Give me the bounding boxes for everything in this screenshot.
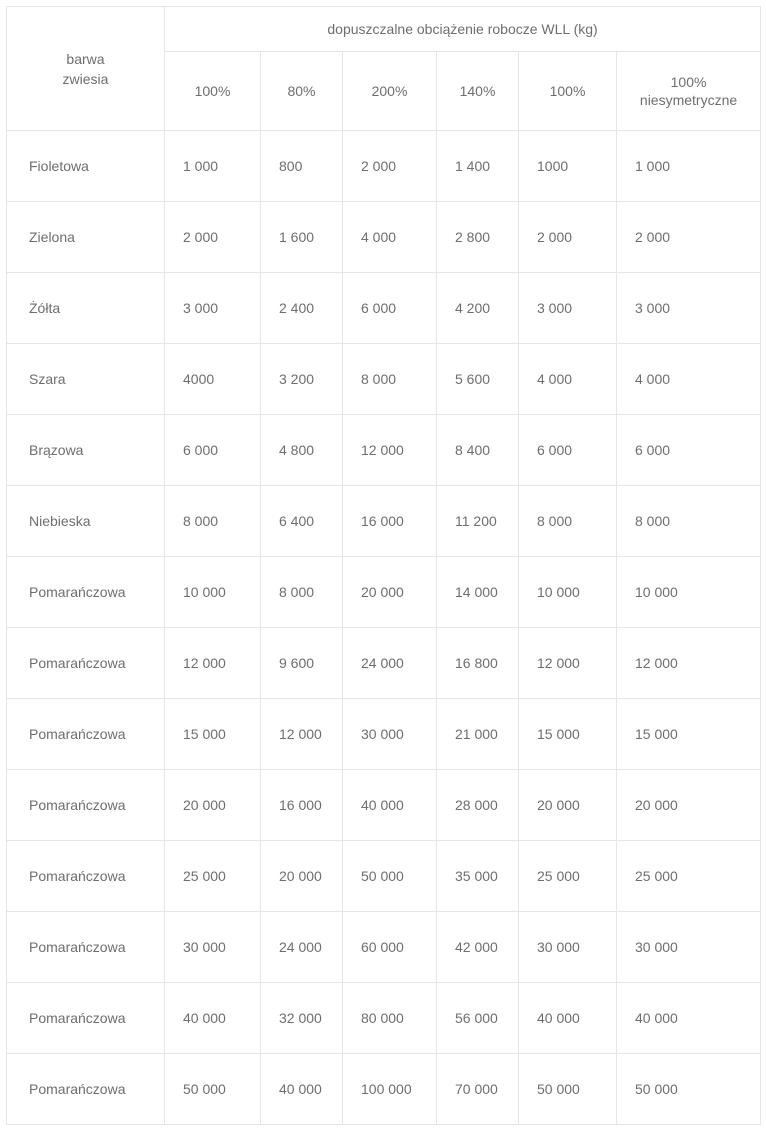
cell-value: 2 000 <box>617 202 761 273</box>
cell-value: 16 000 <box>343 486 437 557</box>
cell-value: 30 000 <box>617 912 761 983</box>
cell-value: 50 000 <box>617 1054 761 1125</box>
cell-value: 6 400 <box>261 486 343 557</box>
cell-value: 10 000 <box>165 557 261 628</box>
table-row <box>7 486 761 557</box>
cell-colour: Zielona <box>7 202 165 273</box>
percent-label-3: 200% <box>371 83 408 99</box>
cell-value: 15 000 <box>617 699 761 770</box>
cell-value: 3 200 <box>261 344 343 415</box>
cell-value: 12 000 <box>343 415 437 486</box>
cell-value: 56 000 <box>437 983 519 1054</box>
table-row <box>7 557 761 628</box>
table-row <box>7 131 761 202</box>
table-row <box>7 912 761 983</box>
cell-value: 6 000 <box>519 415 617 486</box>
cell-value: 80 000 <box>343 983 437 1054</box>
cell-value: 11 200 <box>437 486 519 557</box>
column-header-colour <box>7 7 165 131</box>
cell-value: 20 000 <box>519 770 617 841</box>
cell-colour: Żółta <box>7 273 165 344</box>
cell-value: 800 <box>261 131 343 202</box>
cell-value: 1 000 <box>165 131 261 202</box>
cell-value: 8 000 <box>343 344 437 415</box>
cell-value: 24 000 <box>261 912 343 983</box>
table-row <box>7 344 761 415</box>
cell-value: 3 000 <box>617 273 761 344</box>
percent-label-6-sub: niesymetryczne <box>639 92 738 108</box>
table-row <box>7 770 761 841</box>
cell-value: 1 400 <box>437 131 519 202</box>
cell-value: 9 600 <box>261 628 343 699</box>
cell-value: 4000 <box>165 344 261 415</box>
cell-value: 20 000 <box>165 770 261 841</box>
cell-value: 6 000 <box>165 415 261 486</box>
table-row <box>7 841 761 912</box>
cell-value: 40 000 <box>261 1054 343 1125</box>
cell-value: 30 000 <box>165 912 261 983</box>
cell-value: 12 000 <box>165 628 261 699</box>
cell-value: 3 000 <box>165 273 261 344</box>
cell-value: 3 000 <box>519 273 617 344</box>
cell-value: 32 000 <box>261 983 343 1054</box>
cell-value: 50 000 <box>519 1054 617 1125</box>
cell-value: 2 800 <box>437 202 519 273</box>
cell-value: 8 400 <box>437 415 519 486</box>
cell-value: 25 000 <box>165 841 261 912</box>
cell-value: 50 000 <box>343 841 437 912</box>
cell-value: 1 600 <box>261 202 343 273</box>
cell-value: 40 000 <box>519 983 617 1054</box>
table-row <box>7 273 761 344</box>
cell-value: 8 000 <box>261 557 343 628</box>
cell-value: 6 000 <box>617 415 761 486</box>
percent-label-4: 140% <box>459 83 496 99</box>
column-header-percent-5 <box>519 52 617 131</box>
cell-value: 16 000 <box>261 770 343 841</box>
cell-value: 20 000 <box>617 770 761 841</box>
cell-colour: Pomarańczowa <box>7 557 165 628</box>
cell-value: 1 000 <box>617 131 761 202</box>
column-header-percent-1 <box>165 52 261 131</box>
percent-label-5: 100% <box>549 83 586 99</box>
column-header-percent-2 <box>261 52 343 131</box>
cell-value: 10 000 <box>519 557 617 628</box>
column-header-wll-group: dopuszczalne obciążenie robocze WLL (kg) <box>165 7 761 52</box>
cell-value: 15 000 <box>519 699 617 770</box>
cell-value: 21 000 <box>437 699 519 770</box>
column-header-percent-4 <box>437 52 519 131</box>
cell-value: 2 400 <box>261 273 343 344</box>
cell-value: 2 000 <box>343 131 437 202</box>
wll-table <box>6 6 761 1125</box>
cell-value: 4 000 <box>617 344 761 415</box>
cell-value: 28 000 <box>437 770 519 841</box>
cell-colour: Pomarańczowa <box>7 1054 165 1125</box>
cell-value: 42 000 <box>437 912 519 983</box>
cell-value: 24 000 <box>343 628 437 699</box>
cell-value: 30 000 <box>343 699 437 770</box>
cell-value: 25 000 <box>617 841 761 912</box>
table-row <box>7 202 761 273</box>
cell-value: 40 000 <box>617 983 761 1054</box>
table-row <box>7 628 761 699</box>
table-header <box>7 7 761 131</box>
table-header-row-group <box>7 7 761 52</box>
table-body <box>7 131 761 1125</box>
cell-value: 12 000 <box>261 699 343 770</box>
cell-value: 2 000 <box>519 202 617 273</box>
cell-value: 12 000 <box>617 628 761 699</box>
cell-value: 4 000 <box>519 344 617 415</box>
cell-value: 100 000 <box>343 1054 437 1125</box>
cell-colour: Szara <box>7 344 165 415</box>
cell-colour: Brązowa <box>7 415 165 486</box>
colour-header-line2: zwiesia <box>62 70 109 87</box>
percent-label-6: 100% <box>670 74 707 90</box>
table-row <box>7 983 761 1054</box>
colour-header-line1: barwa <box>66 50 105 67</box>
cell-value: 6 000 <box>343 273 437 344</box>
cell-colour: Pomarańczowa <box>7 841 165 912</box>
cell-colour: Pomarańczowa <box>7 699 165 770</box>
table-row <box>7 699 761 770</box>
cell-value: 30 000 <box>519 912 617 983</box>
percent-label-1: 100% <box>194 83 231 99</box>
cell-value: 5 600 <box>437 344 519 415</box>
percent-label-2: 80% <box>287 83 316 99</box>
cell-value: 35 000 <box>437 841 519 912</box>
cell-colour: Fioletowa <box>7 131 165 202</box>
cell-value: 8 000 <box>519 486 617 557</box>
cell-colour: Niebieska <box>7 486 165 557</box>
cell-value: 4 800 <box>261 415 343 486</box>
cell-value: 1000 <box>519 131 617 202</box>
cell-value: 16 800 <box>437 628 519 699</box>
cell-value: 4 000 <box>343 202 437 273</box>
cell-value: 20 000 <box>343 557 437 628</box>
cell-value: 2 000 <box>165 202 261 273</box>
cell-value: 15 000 <box>165 699 261 770</box>
column-header-percent-3 <box>343 52 437 131</box>
cell-value: 4 200 <box>437 273 519 344</box>
cell-value: 40 000 <box>343 770 437 841</box>
cell-value: 70 000 <box>437 1054 519 1125</box>
cell-value: 60 000 <box>343 912 437 983</box>
cell-value: 8 000 <box>617 486 761 557</box>
cell-value: 25 000 <box>519 841 617 912</box>
table-row <box>7 415 761 486</box>
cell-value: 20 000 <box>261 841 343 912</box>
cell-colour: Pomarańczowa <box>7 983 165 1054</box>
cell-colour: Pomarańczowa <box>7 628 165 699</box>
column-header-percent-6 <box>617 52 761 131</box>
cell-value: 10 000 <box>617 557 761 628</box>
table-row <box>7 1054 761 1125</box>
cell-colour: Pomarańczowa <box>7 770 165 841</box>
cell-colour: Pomarańczowa <box>7 912 165 983</box>
cell-value: 8 000 <box>165 486 261 557</box>
cell-value: 14 000 <box>437 557 519 628</box>
cell-value: 40 000 <box>165 983 261 1054</box>
cell-value: 50 000 <box>165 1054 261 1125</box>
cell-value: 12 000 <box>519 628 617 699</box>
